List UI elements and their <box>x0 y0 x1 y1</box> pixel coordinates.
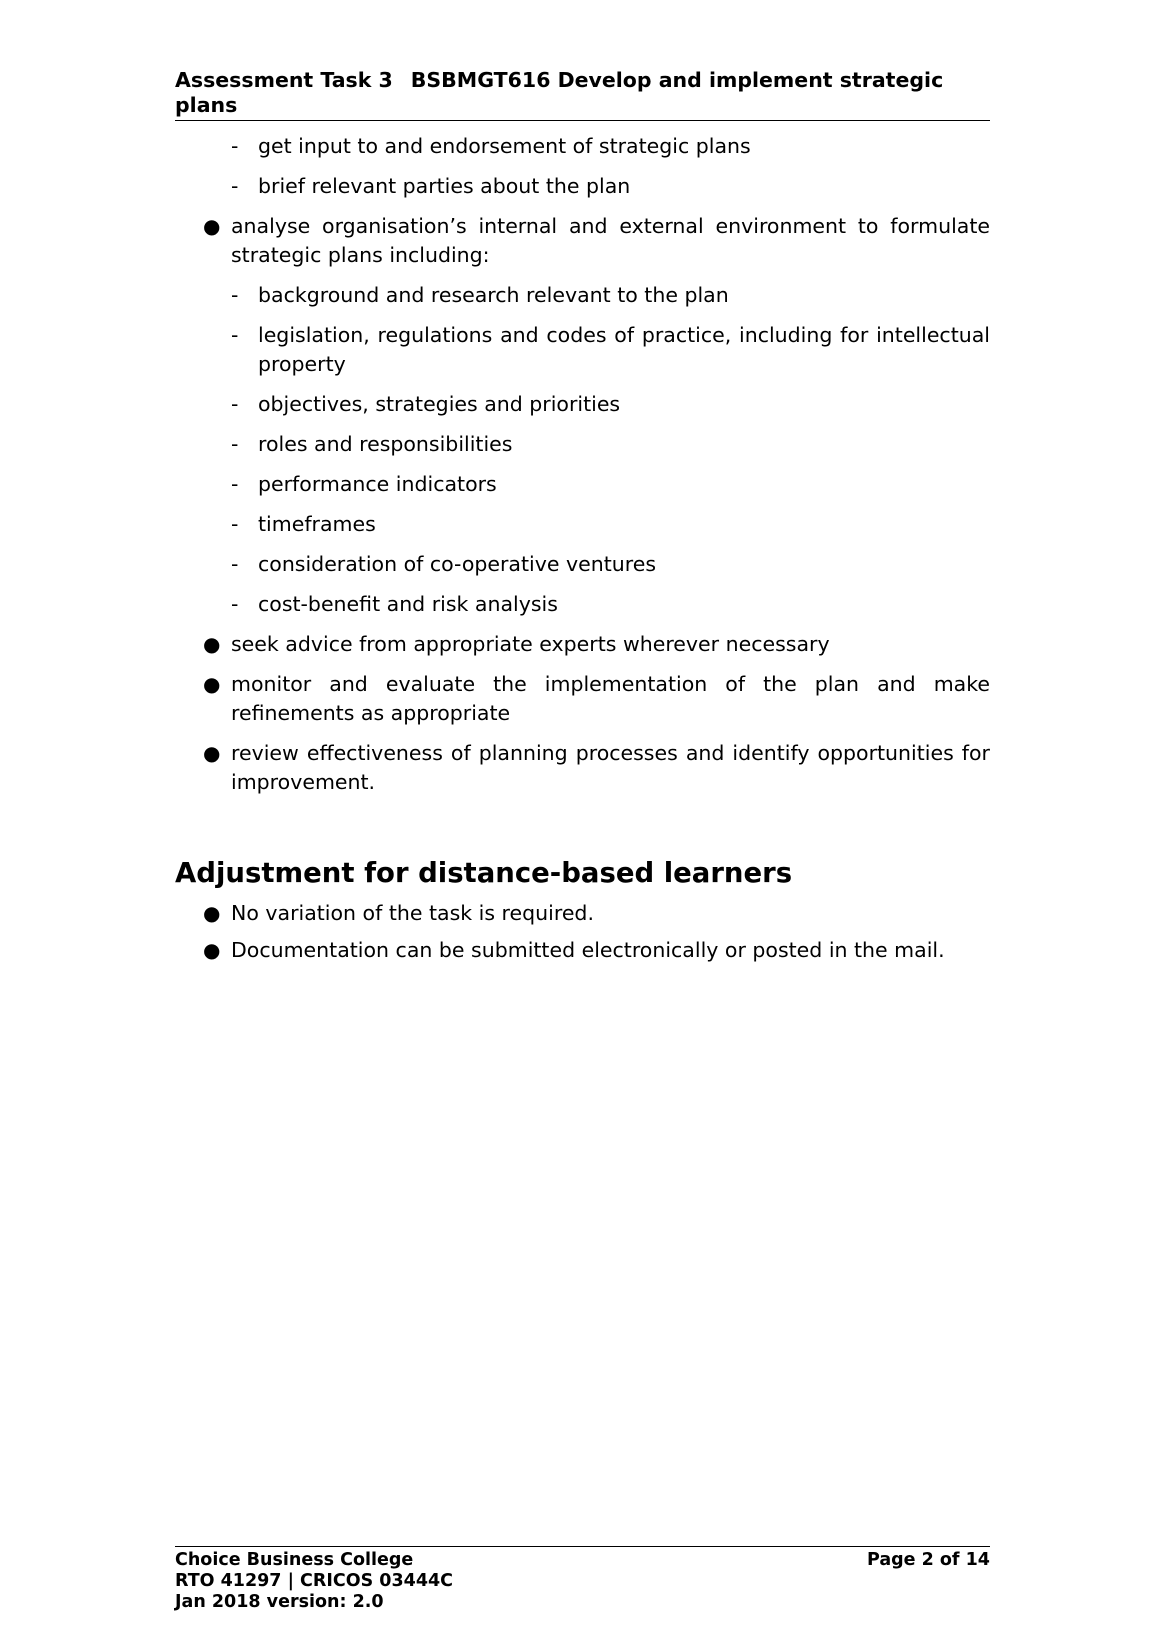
list-item-text: review effectiveness of planning processes and identify opportunities for improvement. <box>231 741 990 794</box>
dash-marker: - <box>231 134 239 158</box>
bullet-icon: ● <box>203 901 221 925</box>
footer-row <box>175 1571 990 1592</box>
list-item <box>203 739 990 797</box>
list-item <box>231 510 990 539</box>
list-item-text: roles and responsibilities <box>258 432 513 456</box>
dash-marker: - <box>231 174 239 198</box>
bullet-icon: ● <box>203 214 221 238</box>
list-item-text: cost-benefit and risk analysis <box>258 592 558 616</box>
footer-page-number: Page 2 of 14 <box>866 1550 990 1570</box>
page-footer <box>175 1546 990 1613</box>
list-item-text: analyse organisation’s internal and external environment to formulate strategic plans including: <box>231 214 990 267</box>
footer-college: Choice Business College <box>175 1550 414 1570</box>
footer-row <box>175 1550 990 1571</box>
dash-marker: - <box>231 283 239 307</box>
dash-marker: - <box>231 512 239 536</box>
bullet-icon: ● <box>203 672 221 696</box>
list-item <box>203 630 990 659</box>
bullet-icon: ● <box>203 741 221 765</box>
list-item-text: performance indicators <box>258 472 497 496</box>
adjustment-heading: Adjustment for distance-based learners <box>175 857 793 889</box>
list-item <box>231 132 990 161</box>
list-item-text: background and research relevant to the plan <box>258 283 729 307</box>
list-item <box>231 550 990 579</box>
list-item <box>231 321 990 379</box>
header-title-line <box>175 68 990 93</box>
list-item-text: consideration of co-operative ventures <box>258 552 657 576</box>
list-item <box>231 390 990 419</box>
list-item <box>231 172 990 201</box>
page-header <box>175 68 990 121</box>
list-item-text: timeframes <box>258 512 376 536</box>
list-item-text: seek advice from appropriate experts wherever necessary <box>231 632 830 656</box>
list-item <box>203 899 990 928</box>
list-item-text: legislation, regulations and codes of practice, including for intellectual property <box>258 323 990 376</box>
header-unit-continued: plans <box>175 93 238 117</box>
list-item <box>203 212 990 270</box>
list-item-text: monitor and evaluate the implementation of the plan and make refinements as appropriate <box>231 672 990 725</box>
bullet-icon: ● <box>203 938 221 962</box>
list-item <box>231 470 990 499</box>
footer-row <box>175 1592 990 1613</box>
adjustment-list <box>175 899 990 965</box>
dash-marker: - <box>231 552 239 576</box>
list-item <box>231 430 990 459</box>
requirements-list <box>175 132 990 797</box>
list-item-text: objectives, strategies and priorities <box>258 392 621 416</box>
list-item <box>231 281 990 310</box>
list-item-text: brief relevant parties about the plan <box>258 174 631 198</box>
header-task: Assessment Task 3 <box>175 68 393 92</box>
footer-rto: RTO 41297 | CRICOS 03444C <box>175 1571 454 1591</box>
list-item-text: Documentation can be submitted electronically or posted in the mail. <box>231 938 945 962</box>
dash-marker: - <box>231 432 239 456</box>
footer-version: Jan 2018 version: 2.0 <box>175 1592 384 1612</box>
dash-marker: - <box>231 592 239 616</box>
list-item <box>203 670 990 728</box>
header-unit: BSBMGT616 Develop and implement strategic <box>410 68 944 92</box>
list-item-text: get input to and endorsement of strategic plans <box>258 134 751 158</box>
list-item-text: No variation of the task is required. <box>231 901 594 925</box>
bullet-icon: ● <box>203 632 221 656</box>
list-item <box>203 936 990 965</box>
list-item <box>231 590 990 619</box>
dash-marker: - <box>231 472 239 496</box>
dash-marker: - <box>231 323 239 347</box>
dash-marker: - <box>231 392 239 416</box>
